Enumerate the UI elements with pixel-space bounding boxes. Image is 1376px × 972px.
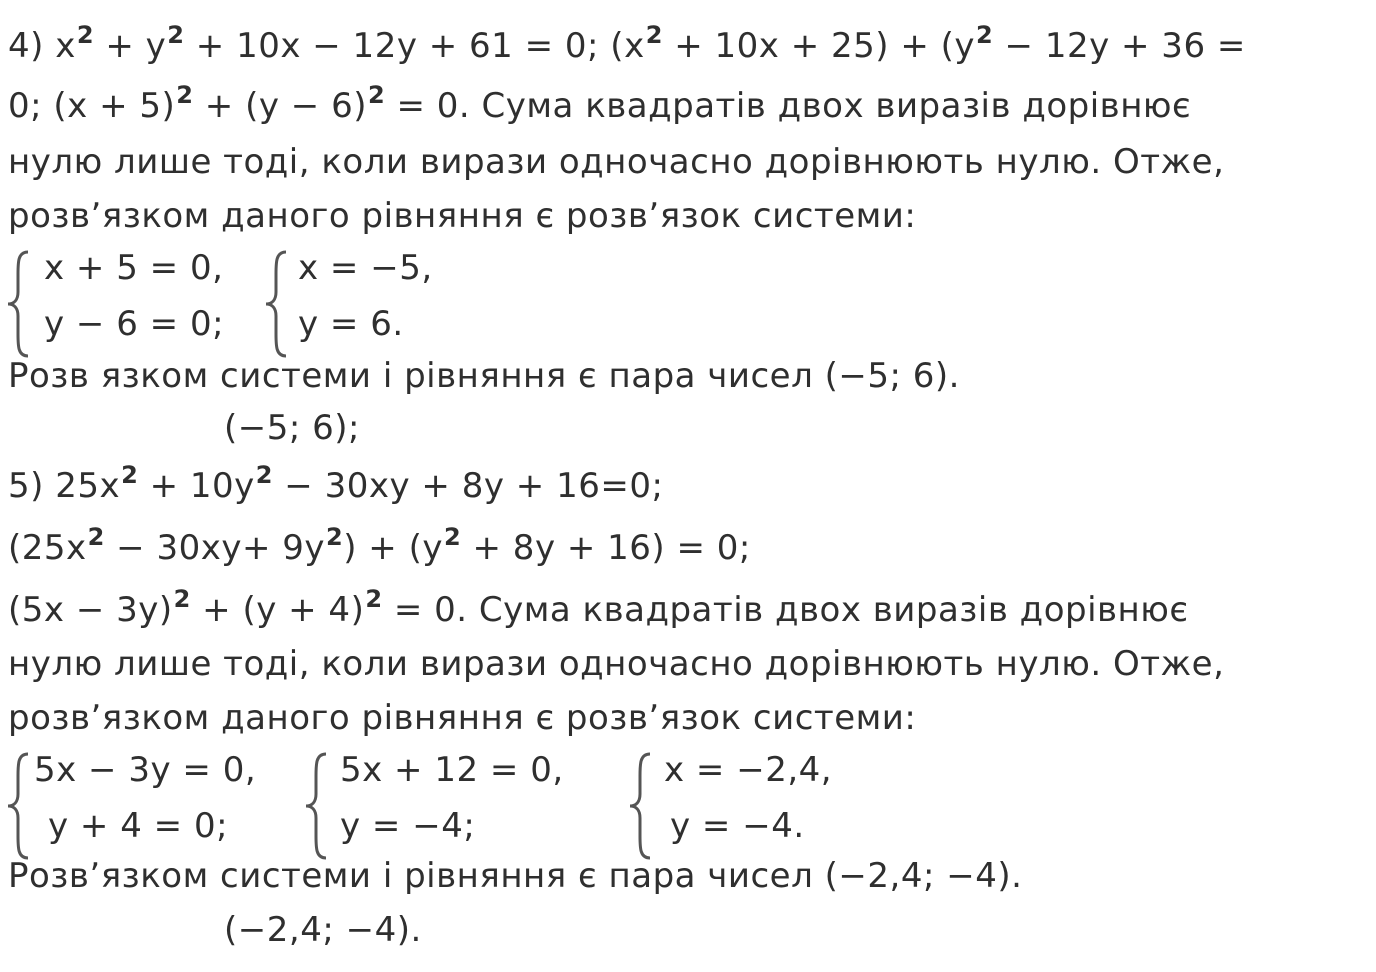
exponent: 2 <box>976 21 994 49</box>
part5-line-3 <box>8 585 1189 633</box>
text: = 0. Сума квадратів двох виразів дорівнює <box>385 86 1192 126</box>
text: + 10x − 12y + 61 = 0; (x <box>184 26 645 66</box>
equation: x = −5, <box>298 248 433 288</box>
exponent: 2 <box>326 523 344 551</box>
text: (25x <box>8 528 87 568</box>
exponent: 2 <box>76 21 95 49</box>
left-brace-icon <box>4 750 38 862</box>
part5-line-1 <box>8 461 664 509</box>
left-brace-icon <box>262 248 296 360</box>
text: ) + (y <box>343 528 443 568</box>
equation: x + 5 = 0, <box>44 248 224 288</box>
part5-answer: (−2,4; −4). <box>224 910 422 950</box>
system-2 <box>302 750 602 862</box>
part4-line-1 <box>8 21 1246 69</box>
text: + y <box>94 26 167 66</box>
equation: y + 4 = 0; <box>48 806 229 846</box>
text: + (y + 4) <box>190 590 365 630</box>
text: 4) x <box>8 26 76 66</box>
text: + 10x + 25) + (y <box>662 26 976 66</box>
equation: y = −4; <box>340 806 476 846</box>
text: 5) 25x <box>8 466 121 506</box>
part4-line-3: нулю лише тоді, коли вирази одночасно дорівнюють нулю. Отже, <box>8 142 1225 182</box>
exponent: 2 <box>173 585 191 613</box>
part5-conclusion: Розв’язком системи і рівняння є пара чисел (−2,4; −4). <box>8 856 1023 896</box>
text: + 8y + 16) = 0; <box>461 528 751 568</box>
equation: y = 6. <box>298 304 404 344</box>
text: − 30xy + 8y + 16=0; <box>273 466 664 506</box>
exponent: 2 <box>121 461 139 489</box>
left-brace-icon <box>4 248 38 360</box>
part5-line-5: розв’язком даного рівняння є розв’язок системи: <box>8 698 917 738</box>
text: = 0. Сума квадратів двох виразів дорівнює <box>382 590 1189 630</box>
exponent: 2 <box>255 461 273 489</box>
equation: y = −4. <box>670 806 805 846</box>
part4-conclusion: Розв язком системи і рівняння є пара чисел (−5; 6). <box>8 356 960 396</box>
text: − 30xy+ 9y <box>104 528 326 568</box>
left-brace-icon <box>302 750 336 862</box>
equation: 5x − 3y = 0, <box>34 750 257 790</box>
part4-line-2 <box>8 81 1192 129</box>
left-brace-icon <box>626 750 660 862</box>
system-1 <box>4 248 254 360</box>
system-2 <box>262 248 462 360</box>
text: − 12y + 36 = <box>993 26 1246 66</box>
part5-line-4: нулю лише тоді, коли вирази одночасно дорівнюють нулю. Отже, <box>8 644 1225 684</box>
exponent: 2 <box>367 81 386 109</box>
text: 0; (x + 5) <box>8 86 176 126</box>
exponent: 2 <box>444 523 462 551</box>
exponent: 2 <box>87 523 105 551</box>
equation: 5x + 12 = 0, <box>340 750 564 790</box>
exponent: 2 <box>645 21 663 49</box>
part4-line-4: розв’язком даного рівняння є розв’язок системи: <box>8 196 917 236</box>
text: (5x − 3y) <box>8 590 173 630</box>
equation: x = −2,4, <box>664 750 833 790</box>
part5-line-2 <box>8 523 751 571</box>
equation: y − 6 = 0; <box>44 304 225 344</box>
exponent: 2 <box>176 81 194 109</box>
system-1 <box>4 750 294 862</box>
exponent: 2 <box>167 21 185 49</box>
text: + 10y <box>138 466 255 506</box>
text: + (y − 6) <box>193 86 367 126</box>
system-3 <box>626 750 866 862</box>
part4-answer: (−5; 6); <box>224 408 360 448</box>
exponent: 2 <box>365 585 383 613</box>
